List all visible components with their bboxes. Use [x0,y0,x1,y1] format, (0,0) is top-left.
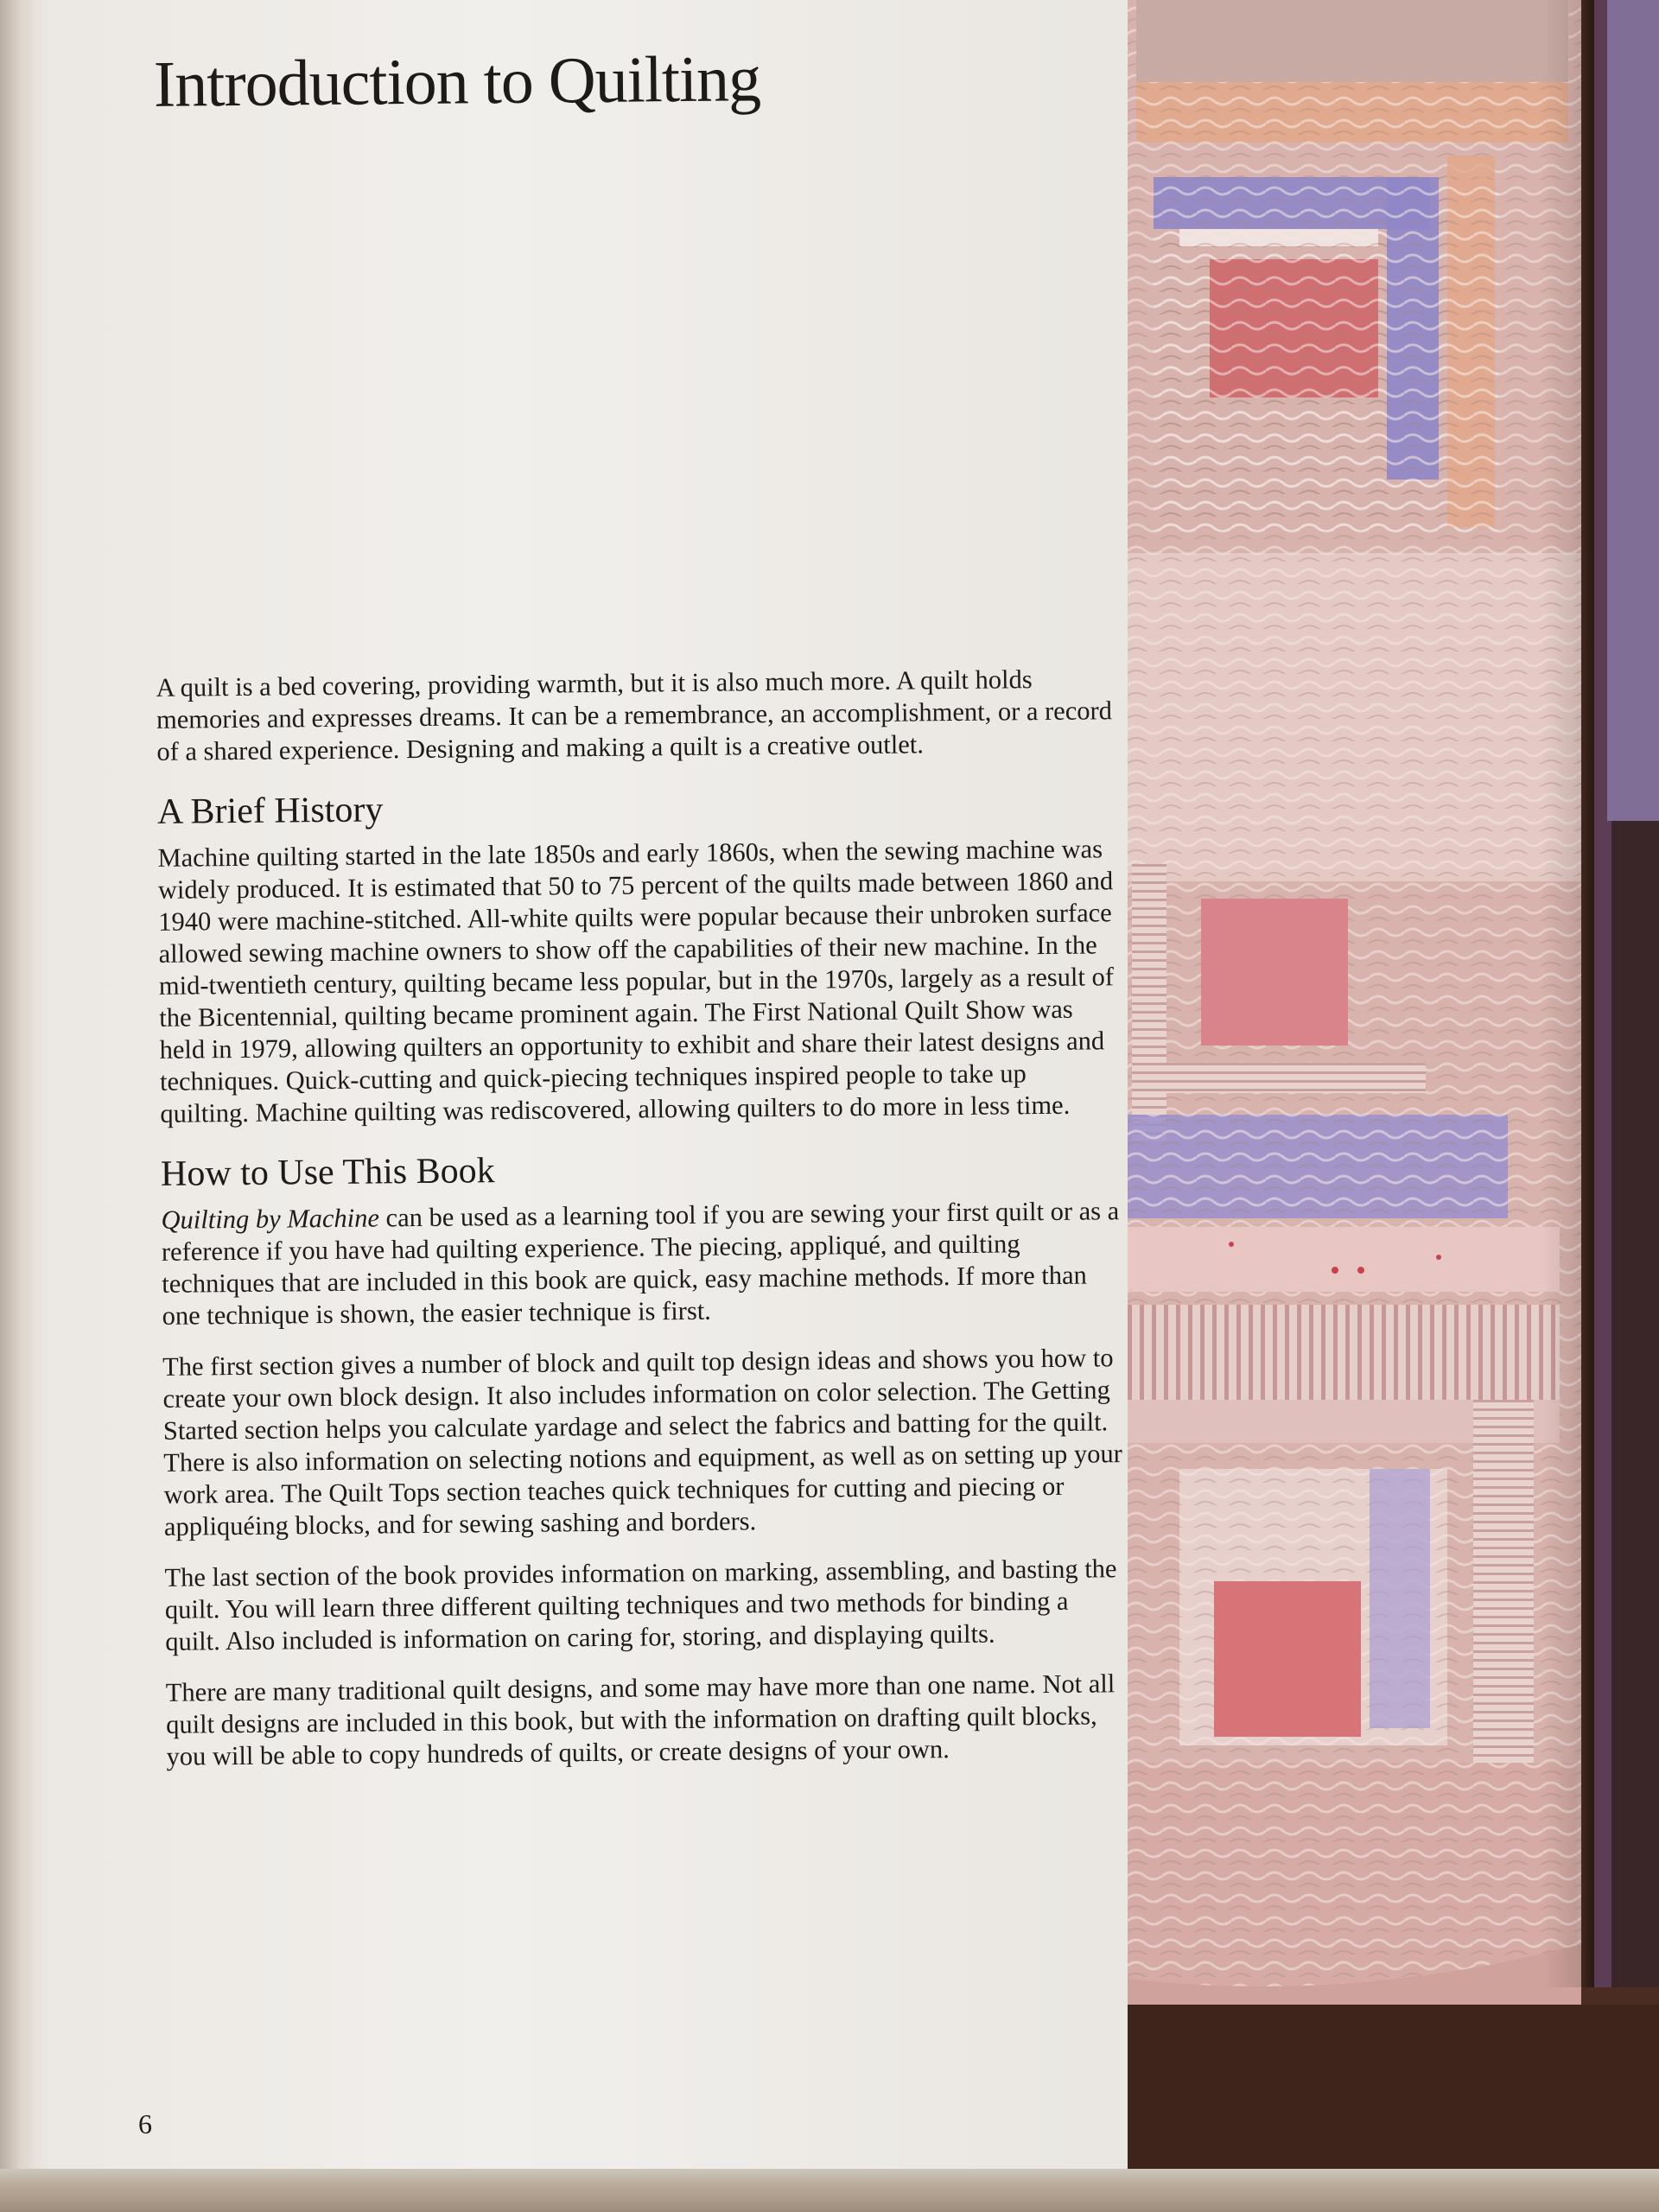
binding-shadow [0,0,35,2212]
how-to-paragraph-3: The last section of the book provides information on marking, assembling, and basting the quilt. You will learn three different quilting techniques and two methods for binding a quilt. Also included is information on caring for, storing, and displaying quilts. [164,1554,1117,1656]
body-text [156,663,1125,1792]
how-to-paragraph-2: The first section gives a number of block and quilt top design ideas and shows you how to create your own block design. It also includes information on color selection. The Getting Started section helps you calculate yardage and select the fabrics and batting for the quilt. There is also information on selecting notions and equipment, as well as on setting up your work area. The Quilt Tops section teaches quick techniques for cutting and piecing or appliquéing blocks, and for sewing sashing and borders. [162,1343,1123,1541]
page-bottom-edge [0,2169,1659,2212]
how-to-heading: How to Use This Book [160,1151,495,1194]
history-paragraph: Machine quilting started in the late 1850s and early 1860s, when the sewing machine was widely produced. It is estimated that 50 to 75 percent of the quilts made between 1860 and 1940 were machine-stitched. All-white quilts were popular because their unbroken surface allowed sewing machine owners to show off the capabilities of their new machine. In the mid-twentieth century, quilting became less popular, but in the 1970s, largely as a result of the Bicentennial, quilting became prominent again. The First National Quilt Show was held in 1979, allowing quilters an opportunity to exhibit and share their latest designs and techniques. Quick-cutting and quick-piecing techniques inspired people to take up quilting. Machine quilting was rediscovered, allowing quilters to do more in less time. [157,834,1115,1128]
page-number: 6 [138,2108,152,2139]
page-title: Introduction to Quilting [153,42,761,121]
log-cabin-quilt-image [1128,0,1659,2177]
history-heading: A Brief History [156,790,384,832]
how-to-paragraph-1-text: can be used as a learning tool if you are sewing your first quilt or as a reference if you have had quilting experience. The piecing, appliqué, and quilting techniques that are included in this book are quick, easy machine methods. If more than one technique is shown, the easier technique is first. [161,1196,1120,1331]
how-to-paragraph-4: There are many traditional quilt designs, and some may have more than one name. Not all quilt designs are included in this book, but with the information on drafting quilt blocks, you will be able to copy hundreds of quilts, or create designs of your own. [165,1669,1116,1771]
book-title: Quilting by Machine [161,1203,380,1235]
how-to-paragraph-1 [161,1195,1121,1332]
intro-paragraph: A quilt is a bed covering, providing warmth, but it is also much more. A quilt holds memories and expresses dreams. It can be a remembrance, an accomplishment, or a record of a shared experience. Designing and making a quilt is a creative outlet. [156,664,1113,766]
quilt-photo [1128,0,1659,2177]
